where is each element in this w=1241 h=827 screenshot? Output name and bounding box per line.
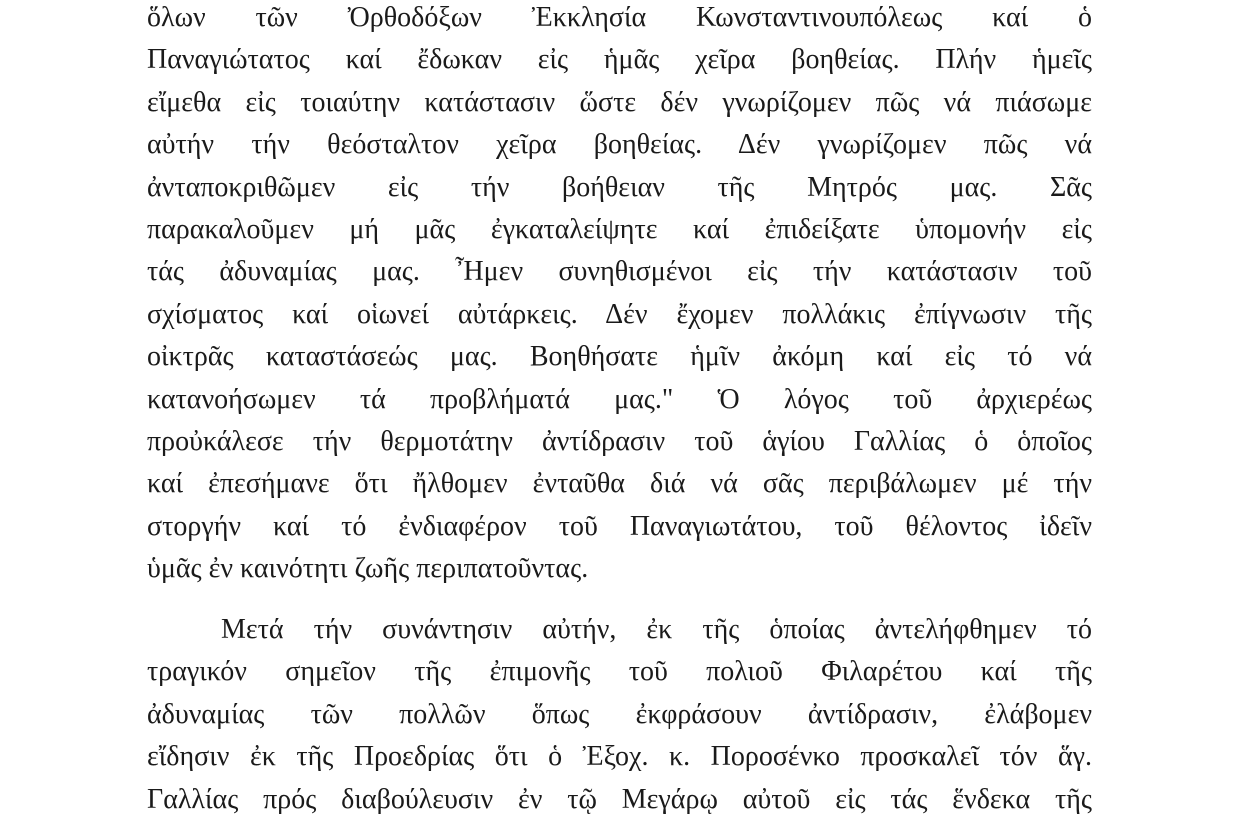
text-line: ἀνταποκριθῶμεν εἰς τήν βοήθειαν τῆς Μητρός μας. Σᾶς	[147, 171, 1092, 203]
text-line: στοργήν καί τό ἐνδιαφέρον τοῦ Παναγιωτάτου, τοῦ θέλοντος ἰδεῖν	[147, 510, 1092, 542]
text-line: αὐτήν τήν θεόσταλτον χεῖρα βοηθείας. Δέν γνωρίζομεν πῶς νά	[147, 129, 1092, 161]
text-line: τραγικόν σημεῖον τῆς ἐπιμονῆς τοῦ πολιοῦ Φιλαρέτου καί τῆς	[147, 656, 1092, 688]
text-line: ὑμᾶς ἐν καινότητι ζωῆς περιπατοῦντας.	[147, 553, 589, 585]
paragraph-1	[147, 0, 1092, 590]
text-line: οἰκτρᾶς καταστάσεώς μας. Βοηθήσατε ἡμῖν ἀκόμη καί εἰς τό νά	[147, 341, 1092, 373]
text-line: ὅλων τῶν Ὀρθοδόξων Ἐκκλησία Κωνσταντινουπόλεως καί ὁ	[147, 2, 1092, 33]
paragraph-2	[147, 609, 1092, 821]
text-line: Παναγιώτατος καί ἔδωκαν εἰς ἡμᾶς χεῖρα βοηθείας. Πλήν ἡμεῖς	[147, 44, 1092, 76]
text-line: προὐκάλεσε τήν θερμοτάτην ἀντίδρασιν τοῦ ἁγίου Γαλλίας ὁ ὁποῖος	[147, 425, 1092, 457]
text-line: Γαλλίας πρός διαβούλευσιν ἐν τῷ Μεγάρῳ αὐτοῦ εἰς τάς ἕνδεκα τῆς	[147, 783, 1092, 815]
text-line: εἴδησιν ἐκ τῆς Προεδρίας ὅτι ὁ Ἐξοχ. κ. Ποροσένκο προσκαλεῖ τόν ἅγ.	[147, 741, 1092, 773]
text-line: εἴμεθα εἰς τοιαύτην κατάστασιν ὥστε δέν γνωρίζομεν πῶς νά πιάσωμε	[147, 86, 1092, 118]
text-line: Μετά τήν συνάντησιν αὐτήν, ἐκ τῆς ὁποίας ἀντελήφθημεν τό	[221, 614, 1092, 645]
text-line: τάς ἀδυναμίας μας. Ἦμεν συνηθισμένοι εἰς τήν κατάστασιν τοῦ	[147, 256, 1092, 288]
text-line: σχίσματος καί οἱωνεί αὐτάρκεις. Δέν ἔχομεν πολλάκις ἐπίγνωσιν τῆς	[147, 298, 1092, 330]
text-line: παρακαλοῦμεν μή μᾶς ἐγκαταλείψητε καί ἐπιδείξατε ὑπομονήν εἰς	[147, 213, 1092, 245]
text-line: ἀδυναμίας τῶν πολλῶν ὅπως ἐκφράσουν ἀντίδρασιν, ἐλάβομεν	[147, 698, 1092, 730]
text-line: καί ἐπεσήμανε ὅτι ἤλθομεν ἐνταῦθα διά νά σᾶς περιβάλωμεν μέ τήν	[147, 468, 1092, 500]
text-line: κατανοήσωμεν τά προβλήματά μας." Ὁ λόγος τοῦ ἀρχιερέως	[147, 383, 1092, 415]
